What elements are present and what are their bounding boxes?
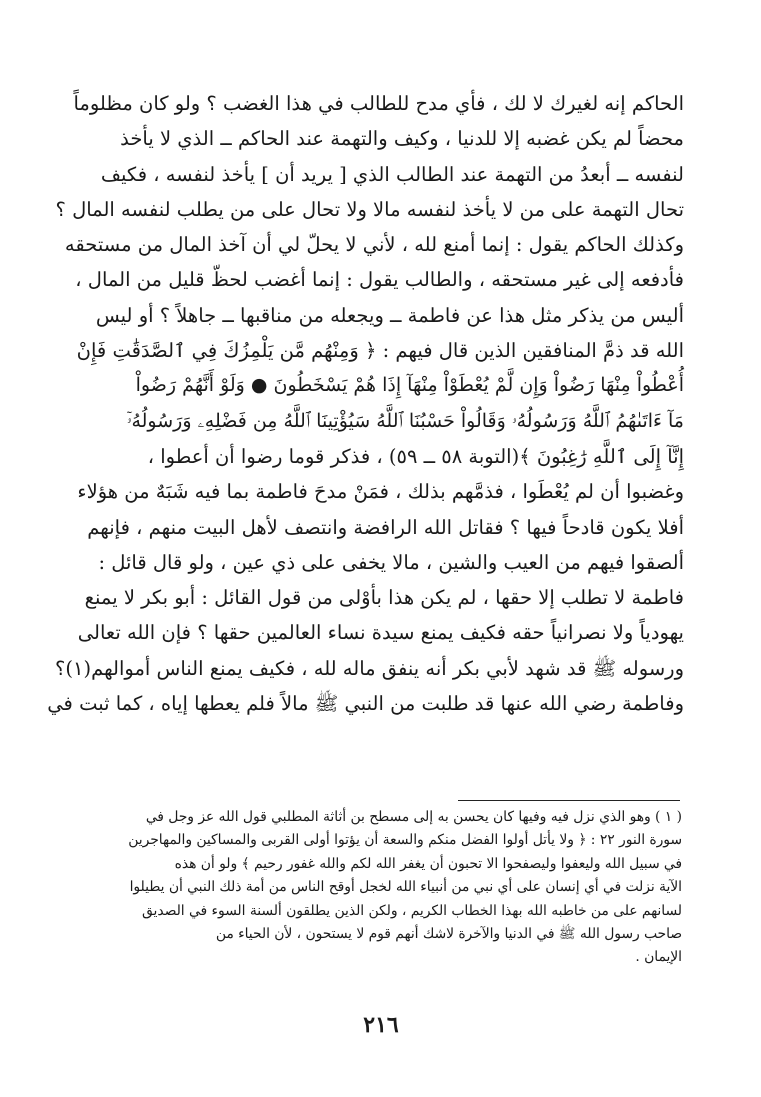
footnote-block <box>78 806 682 970</box>
text-line: وفاطمة رضي الله عنها قد طلبت من النبي ﷺ مالاً فلم يعطها إياه ، كما ثبت في <box>47 692 684 716</box>
quran-verse-line: مَآ ءَاتَىٰهُمُ ٱللَّهُ وَرَسُولُهُۥ وَقَالُواْ حَسْبُنَا ٱللَّهُ سَيُؤْتِينَا ٱللَّهُ مِن فَضْلِهِۦ وَرَسُولُهُۥٓ <box>126 409 684 432</box>
footnote-line: في سبيل الله وليعفوا وليصفحوا الا تحبون أن يغفر الله لكم والله غفور رحيم ﴾ ولو أن هذه <box>174 855 682 872</box>
footnote-divider <box>458 800 680 801</box>
footnote-line: ( ١ ) وهو الذي نزل فيه وفيها كان يحسن به إلى مسطح بن أثاثة المطلبي قول الله عز وجل في <box>145 809 682 825</box>
text-line: يهودياً ولا نصرانياً حقه فكيف يمنع سيدة نساء العالمين حقها ؟ فإن الله تعالى <box>77 621 684 645</box>
text-line: لنفسه ــ أبعدُ من التهمة عند الطالب الذي [ يريد أن ] يأخذ لنفسه ، فكيف <box>100 162 684 186</box>
text-line: فاطمة لا تطلب إلا حقها ، لم يكن هذا بأوْلى من قول القائل : أبو بكر لا يمنع <box>84 586 684 610</box>
text-line: أفلا يكون قادحاً فيها ؟ فقاتل الله الرافضة وانتصف لأهل البيت منهم ، فإنهم <box>87 515 684 539</box>
text-line: أليس من يذكر مثل هذا عن فاطمة ــ ويجعله من مناقبها ــ جاهلاً ؟ أو ليس <box>95 303 684 327</box>
text-line: وغضبوا أن لم يُعْطَوا ، فذمَّهم بذلك ، فمَنْ مدحَ فاطمة بما فيه شَبَهٌ من هؤلاء <box>77 480 684 504</box>
footnote-line: صاحب رسول الله ﷺ في الدنيا والآخرة لاشك أنهم قوم لا يستحون ، لأن الحياء من <box>215 925 682 942</box>
quran-verse-line: أُعْطُواْ مِنْهَا رَضُواْ وَإِن لَّمْ يُعْطَوْاْ مِنْهَآ إِذَا هُمْ يَسْخَطُونَ ● وَلَوْ أَنَّهُمْ رَضُواْ <box>135 374 684 397</box>
footnote-line: سورة النور ٢٢ : ﴿ ولا يأتل أولوا الفضل منكم والسعة أن يؤتوا أولى القربى والمساكين والمهاجرين <box>128 832 682 849</box>
text-line: ورسوله ﷺ قد شهد لأبي بكر أنه ينفق ماله لله ، فكيف يمنع الناس أموالهم(١)؟ <box>55 656 684 680</box>
text-line: وكذلك الحاكم يقول : إنما أمنع لله ، لأني لا يحلّ لي أن آخذ المال من مستحقه <box>64 233 684 257</box>
footnote-line: الإيمان . <box>635 949 682 966</box>
text-line: فأدفعه إلى غير مستحقه ، والطالب يقول : إنما أغضب لحظّ قليل من المال ، <box>75 268 684 292</box>
page-number: ٢١٦ <box>363 1012 399 1038</box>
footnote-line: الآية نزلت في أي إنسان على أي نبي من أنبياء الله لخجل أوقح الناس من أمة ذلك النبي أن يطيلوا <box>129 879 682 896</box>
text-line: إِنَّآ إِلَى ٱللَّهِ رَٰغِبُونَ ﴾(التوبة ٥٨ ــ ٥٩) ، فذكر قوما رضوا أن أعطوا ، <box>147 444 684 468</box>
text-line: ألصقوا فيهم من العيب والشين ، مالا يخفى على ذي عين ، ولو قال قائل : <box>98 550 684 574</box>
footnote-line: لسانهم على من خاطبه الله بهذا الخطاب الكريم ، ولكن الذين يطلقون ألسنة السوء في الصديق <box>142 902 682 919</box>
text-line: الحاكم إنه لغيرك لا لك ، فأي مدح للطالب في هذا الغضب ؟ ولو كان مظلوماً <box>73 92 684 115</box>
text-line: الله قد ذمَّ المنافقين الذين قال فيهم : ﴿ وَمِنْهُم مَّن يَلْمِزُكَ فِي ٱلصَّدَقَٰتِ فَإِنْ <box>76 339 684 363</box>
main-text-block <box>47 86 684 721</box>
text-line: محضاً لم يكن غضبه إلا للدنيا ، وكيف والتهمة عند الحاكم ــ الذي لا يأخذ <box>120 127 684 151</box>
text-line: تحال التهمة على من لا يأخذ لنفسه مالا ولا تحال على من يطلب لنفسه المال ؟ <box>55 197 684 221</box>
